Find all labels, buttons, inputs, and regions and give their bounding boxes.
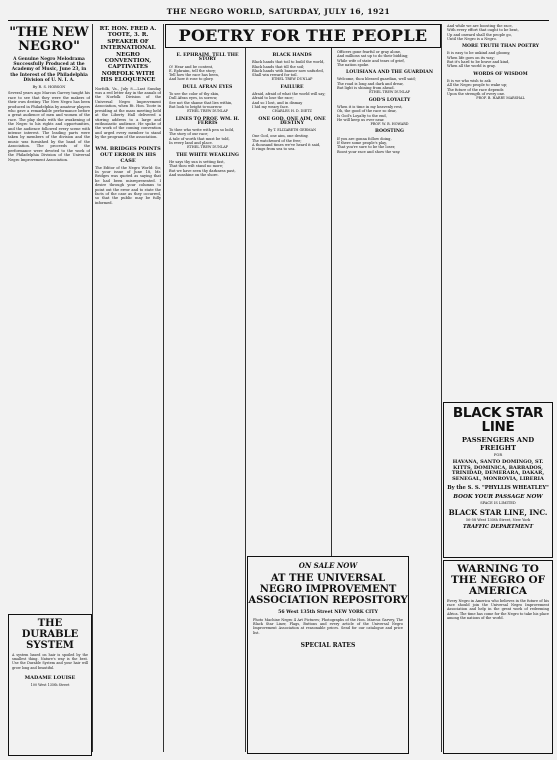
durable-title: THE DURABLE SYSTEM bbox=[21, 618, 79, 651]
poem-title: LOUISIANA AND THE GUARDIAN bbox=[345, 70, 434, 76]
poem-block bbox=[447, 45, 554, 68]
poem-lines: And while we are boosting the race, With every effort that ought to be bent, Up and onward shall the people go, Until the Negro is a Negro. bbox=[447, 24, 519, 41]
new-negro-subhead: A Genuine Negro Melodrama Successfully Produced at the Academy of Music, June 23, in the Interest of the Philadelphia Division of U. N. I. A. bbox=[10, 57, 88, 83]
blackstar-company-address: 56-58 West 135th Street, New York bbox=[465, 518, 531, 523]
poem-block bbox=[337, 130, 442, 153]
new-negro-headline: "THE NEW NEGRO" bbox=[9, 25, 89, 54]
warning-text: Every Negro in America who believes in the future of his race should join the Universal Negro Improvement Association and help in the great work of redeeming Africa. The time has come for the Negro to take his place among the nations of the world. bbox=[447, 599, 549, 620]
poem-author: By T. ELIZABETH GERMAN bbox=[267, 128, 317, 133]
poem-block bbox=[252, 86, 332, 114]
masthead-title: THE NEGRO WORLD, SATURDAY, JULY 16, 1921 bbox=[166, 7, 391, 16]
poem-block bbox=[169, 54, 246, 82]
blackstar-title: BLACK STAR LINE bbox=[452, 405, 544, 435]
column-rule bbox=[92, 24, 93, 752]
blackstar-ship: By the S. S. "PHYLLIS WHEATLEY" bbox=[447, 485, 549, 492]
poem-author: PROF. B. HARRY MARSHAL bbox=[476, 96, 525, 101]
poem-title: BOOSTING bbox=[375, 129, 404, 135]
poem-author: ETHEL TREW DUNLAP bbox=[187, 145, 228, 150]
poem-lines: O! Hear and be content, E. Ephraim, tell the story; Tell how the race has been, And how it rose to glory. bbox=[169, 64, 220, 82]
durable-name: MADAME LOUISE bbox=[24, 674, 76, 681]
warning-title: WARNING TO THE NEGRO OF AMERICA bbox=[450, 563, 546, 597]
toote-headline: RT. HON. FRED A. TOOTE, 3. R. SPEAKER OF INTERNATIONAL NEGRO CONVENTION, CAPTIVATES NORFOLK WITH HIS ELOQUENCE bbox=[99, 26, 157, 84]
poem-block bbox=[337, 50, 442, 67]
poem-block bbox=[169, 154, 246, 177]
blackstar-destinations: HAVANA, SANTO DOMINGO, ST. KITTS, DOMINICA, BARBADOS, TRINIDAD, DEMERARA, DAKAR, SENEGAL, MONROVIA, LIBERIA bbox=[451, 459, 545, 482]
poem-lines: Welcome, thou blessed guardian, well said; The road is long and dark and drear, But light is shining from ahead. bbox=[337, 77, 416, 91]
bridges-headline: WM. BRIDGES POINTS OUT ERROR IN HIS CASE bbox=[95, 145, 161, 164]
sale-address: 56 West 135th Street NEW YORK CITY bbox=[278, 610, 378, 615]
poem-author: ETHEL TREW DUNLAP bbox=[187, 109, 228, 114]
poem-author: CHARLES H. D. DIETZ bbox=[272, 109, 312, 114]
poem-title: FAILURE bbox=[280, 84, 304, 90]
column-6 bbox=[444, 24, 554, 400]
poem-title: MORE TRUTH THAN POETRY bbox=[461, 44, 540, 50]
column-4 bbox=[249, 50, 332, 552]
poetry-banner: POETRY FOR THE PEOPLE bbox=[165, 24, 441, 48]
column-1 bbox=[8, 24, 90, 610]
sale-line2: AT THE UNIVERSAL NEGRO IMPROVEMENT ASSOCIATION REPOSITORY bbox=[248, 573, 408, 606]
poem-lines: When it is time in my heavenly rest, Oh, the good of the race so dear, Is God's Loyalty to the end, He will keep us ever near. bbox=[337, 104, 403, 122]
poem-author: ETHEL TREW DUNLAP bbox=[271, 77, 313, 82]
poem-block bbox=[252, 118, 332, 152]
poem-lines: Afraid, afraid of what the world will say; Afraid to lose the race; And so I lost, and in dismay I hid my weary face. bbox=[252, 92, 326, 109]
poem-block bbox=[252, 54, 332, 82]
poem-lines: He says thy sun is setting fast, That thou wilt stand no more; But we have seen thy darkness past, And sunshine on the shore. bbox=[169, 159, 236, 177]
sale-footer: SPECIAL RATES bbox=[300, 641, 356, 649]
poem-block bbox=[447, 24, 554, 41]
poem-lines: It is easy to be unkind and gloomy, When life goes on its way; But it's hard to be brave and kind, When all the world is gray. bbox=[447, 51, 511, 69]
poem-title: E. EPHRAIM, TELL THE STORY bbox=[176, 53, 239, 63]
column-5 bbox=[334, 50, 442, 552]
blackstar-book: BOOK YOUR PASSAGE NOW bbox=[453, 494, 543, 501]
durable-system-ad bbox=[8, 614, 92, 756]
masthead bbox=[8, 6, 549, 21]
blackstar-subtitle: PASSENGERS AND FREIGHT bbox=[461, 436, 535, 452]
blackstar-book-sub: SPACE IS LIMITED bbox=[480, 501, 516, 506]
durable-address: 100 West 135th Street bbox=[30, 682, 70, 687]
new-negro-byline: By R. S. HOBSON bbox=[32, 85, 66, 90]
poem-title: THE WHITE WEAKLING bbox=[176, 152, 239, 158]
poem-title: DULL AFRAN EYES bbox=[182, 84, 233, 90]
black-star-line-ad bbox=[443, 402, 553, 558]
poem-title: WORDS OF WISDOM bbox=[473, 71, 528, 77]
durable-text: A system based on hair is spoiled by the smallest thing. Nature's way is the best. Use the Durable System and your hair will grow long and beautiful. bbox=[12, 653, 88, 670]
poem-lines: Officers gone fearful or gray alone, And millions sat up to do their bidding; While wife of state and tears of grief, The nation spoke. bbox=[337, 50, 409, 67]
poem-title: BLACK HANDS bbox=[272, 53, 312, 58]
blackstar-for: FOR bbox=[493, 453, 503, 457]
poem-title: LINES TO PROF. WM. H. FERRIS bbox=[175, 116, 240, 126]
poem-author: ETHEL TREW DUNLAP bbox=[369, 90, 410, 95]
poem-lines: To thee who write with pen so bold, The story of our race; A tale of worth that must be told, In every land and place. bbox=[169, 128, 235, 146]
poem-lines: Black hands that toil to build the world, Black hands that till the soil; Black hands with banner now unfurled, Shall win reward for toil. bbox=[252, 60, 325, 78]
sale-text: Photo Machine Negro 4 Art Pictures; Photographs of the Hon. Marcus Garvey, The Black Star Liner, Flags, Buttons and every article of the Universal Negro Improvement Association at reasonable prices. Send for our catalogue and price list. bbox=[253, 618, 403, 635]
column-3 bbox=[166, 50, 246, 752]
column-rule bbox=[163, 24, 164, 752]
poem-block bbox=[447, 73, 554, 101]
poem-title: ONE GOD, ONE AIM, ONE DESTINY bbox=[258, 116, 326, 126]
poem-lines: It is we who wish to ask All the Negro people to wake up; The future of the race depends Upon the strength of every one. bbox=[447, 78, 508, 96]
blackstar-company: BLACK STAR LINE, INC. bbox=[448, 508, 548, 518]
bridges-body: The Editor of the Negro World: Sir, In your issue of June 18, Mr. Bridges was quoted as saying that he had been misrepresented. I desire through your columns to point out the error and to state the facts of the case as they occurred, so that the public may be fully informed. bbox=[95, 165, 161, 205]
poem-lines: One God, one aim, one destiny, The watchword of the free; A thousand times we've heard it said, It rings from sea to sea. bbox=[252, 134, 321, 152]
new-negro-body: Several years ago Marcus Garvey taught his race to see that they were the makers of their own destiny. The New Negro has been produced in Philadelphia by amateur players who gave a remarkable performance before a great audience of men and women of the race. The play deals with the awakening of the Negro to his rights and opportunities, and the audience followed every scene with intense interest. The leading parts were taken by members of the division and the music was furnished by the band of the Association. The proceeds of the performance were devoted to the work of the Philadelphia Division of the Universal Negro Improvement Association. bbox=[8, 91, 90, 162]
column-2 bbox=[95, 24, 161, 752]
toote-body: Norfolk, Va., July 8.—Last Sunday was a red letter day in the annals of the Norfolk Division of the Universal Negro Improvement Association, when Rt. Hon. Toote in presiding at the mass meeting held at the Liberty Hall delivered a stirring address to a large and enthusiastic audience. He spoke of the work of the coming convention and urged every member to stand by the program of the association. bbox=[95, 86, 161, 140]
on-sale-ad bbox=[247, 556, 409, 754]
blackstar-dept: TRAFFIC DEPARTMENT bbox=[462, 524, 534, 531]
poem-lines: To see the color of thy skin, Dull Afran eyes, in sorrow, See not the shame that lies within, But look to bright to-morrow. bbox=[169, 92, 233, 109]
warning-ad bbox=[443, 560, 553, 754]
sale-line1: ON SALE NOW bbox=[298, 561, 358, 570]
poem-block bbox=[337, 99, 442, 127]
poem-lines: If you are gonna follow doing, If there some people's play, That you're sure to be the loser, Boost your race and show the way. bbox=[337, 136, 401, 154]
poem-title: GOD'S LOYALTY bbox=[368, 97, 411, 103]
poem-block bbox=[169, 86, 246, 114]
poem-author: PROF. W. B. HOWARD bbox=[370, 122, 409, 127]
poem-block bbox=[169, 118, 246, 150]
poem-block bbox=[337, 71, 442, 94]
